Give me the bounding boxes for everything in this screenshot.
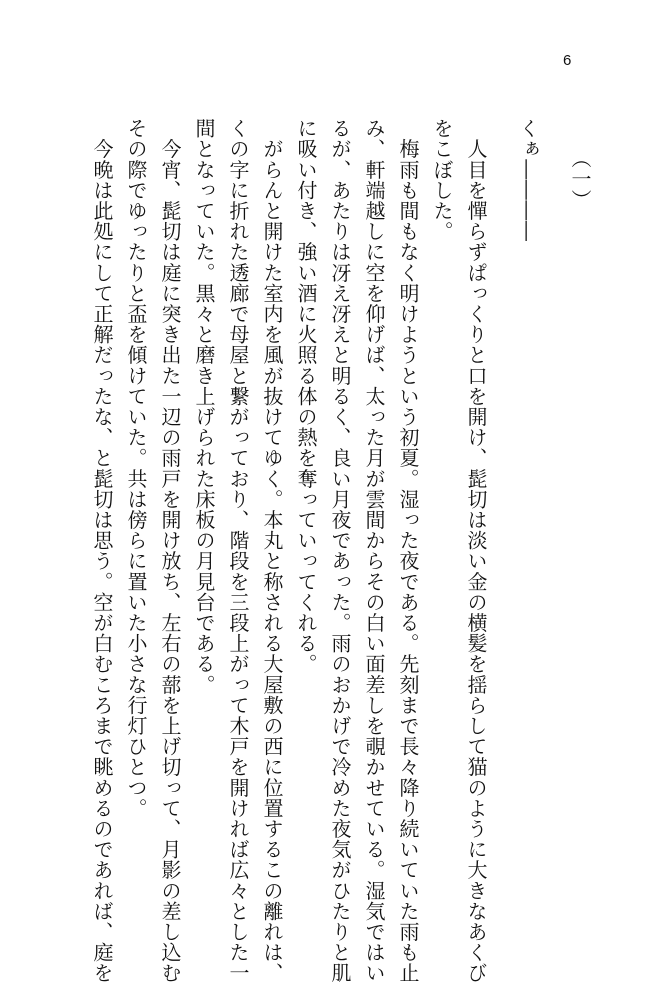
text-line: くぁ――――	[516, 118, 540, 242]
text-line: 今晩は此処にして正解だったな、と髭切は思う。空が白むころまで眺めるのであれば、庭を	[90, 118, 114, 983]
text-line: 間となっていた。黒々と磨き上げられた床板の月見台である。	[192, 118, 216, 695]
text-line: 今宵、髭切は庭に突き出た一辺の雨戸を開け放ち、左右の蔀を上げ切って、月影の差し込む	[158, 118, 182, 983]
text-line: くの字に折れた透廊で母屋と繋がっており、階段を三段上がって木戸を開ければ広々とした一	[226, 118, 250, 983]
text-line: るが、あたりは冴え冴えと明るく、良い月夜であった。雨のおかげで冷めた夜気がひたりと肌	[328, 118, 352, 983]
text-line: その際でゆったりと盃を傾けていた。共は傍らに置いた小さな行灯ひとつ。	[124, 118, 148, 819]
body-text	[85, 118, 597, 983]
text-line: に吸い付き、強い酒に火照る体の熱を奪っていってくれる。	[294, 118, 318, 675]
text-line: 梅雨も間もなく明けようという初夏。湿った夜である。先刻まで長々降り続いていた雨も止	[396, 118, 420, 983]
text-line: 人目を憚らずぱっくりと口を開け、髭切は淡い金の横髪を揺らして猫のように大きなあくび	[464, 118, 488, 983]
chapter-heading: （一）	[568, 148, 592, 210]
text-line: をこぼした。	[430, 118, 454, 242]
page-number: 6	[563, 52, 573, 69]
text-line: がらんと開けた室内を風が抜けてゆく。本丸と称される大屋敷の西に位置するこの離れは、	[260, 118, 284, 983]
text-line: み、軒端越しに空を仰げば、太った月が雲間からその白い面差しを覗かせている。湿気ではい	[362, 118, 386, 983]
